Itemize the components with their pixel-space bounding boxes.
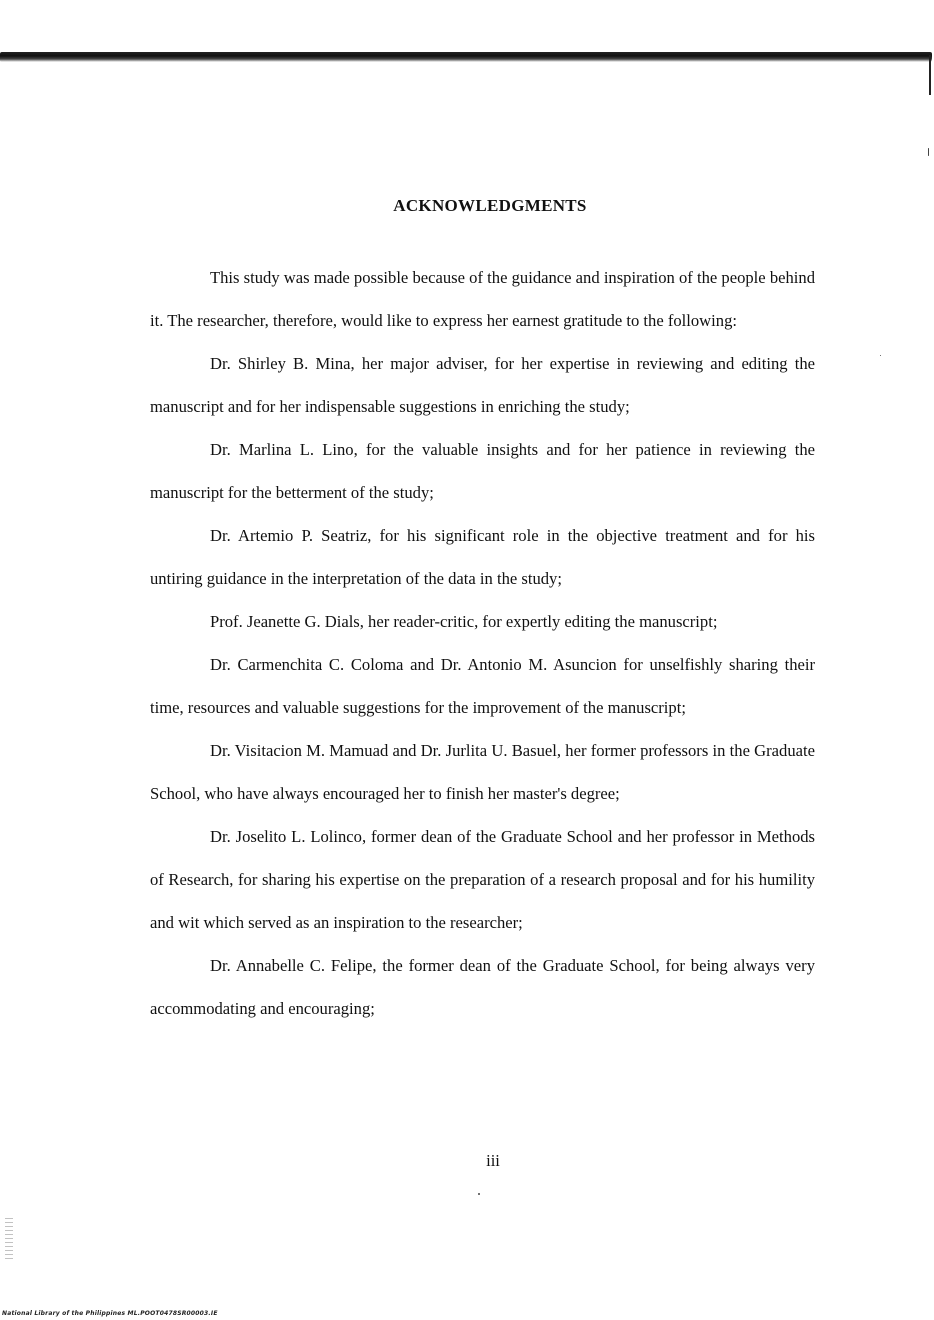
paragraph-acknowledgment: Dr. Carmenchita C. Coloma and Dr. Antonio M. Asuncion for unselfishly sharing their time, resources and valuable suggestions for the improvement of the manuscript; <box>150 655 815 717</box>
scan-right-edge <box>929 55 931 95</box>
paragraph-acknowledgment: Dr. Visitacion M. Mamuad and Dr. Jurlita U. Basuel, her former professors in the Graduate School, who have always encouraged her to finish her master's degree; <box>150 741 815 803</box>
acknowledgments-body <box>150 256 815 1030</box>
paragraph-acknowledgment: Prof. Jeanette G. Dials, her reader-critic, for expertly editing the manuscript; <box>210 612 718 631</box>
paragraph-intro: This study was made possible because of the guidance and inspiration of the people behind it. The researcher, therefore, would like to express her earnest gratitude to the following: <box>150 268 815 330</box>
paragraph-acknowledgment: Dr. Annabelle C. Felipe, the former dean of the Graduate School, for being always very accommodating and encouraging; <box>150 956 815 1018</box>
scan-left-edge-noise <box>5 1218 13 1262</box>
page-title: ACKNOWLEDGMENTS <box>393 196 587 215</box>
paragraph-acknowledgment: Dr. Marlina L. Lino, for the valuable insights and for her patience in reviewing the manuscript for the betterment of the study; <box>150 440 815 502</box>
scan-top-edge <box>0 52 932 62</box>
paragraph-acknowledgment: Dr. Shirley B. Mina, her major adviser, for her expertise in reviewing and editing the manuscript and for her indispensable suggestions in enriching the study; <box>150 354 815 416</box>
library-stamp: National Library of the Philippines ML.POOT0478SR00003.IE <box>2 1310 218 1317</box>
scan-speck <box>880 355 881 356</box>
scan-speck <box>928 148 929 156</box>
paragraph-acknowledgment: Dr. Artemio P. Seatriz, for his significant role in the objective treatment and for his untiring guidance in the interpretation of the data in the study; <box>150 526 815 588</box>
page-number: iii <box>486 1151 500 1170</box>
scan-speck <box>478 1193 480 1195</box>
paragraph-acknowledgment: Dr. Joselito L. Lolinco, former dean of the Graduate School and her professor in Methods of Research, for sharing his expertise on the preparation of a research proposal and for his humility and wit which served as an inspiration to the researcher; <box>150 827 815 932</box>
